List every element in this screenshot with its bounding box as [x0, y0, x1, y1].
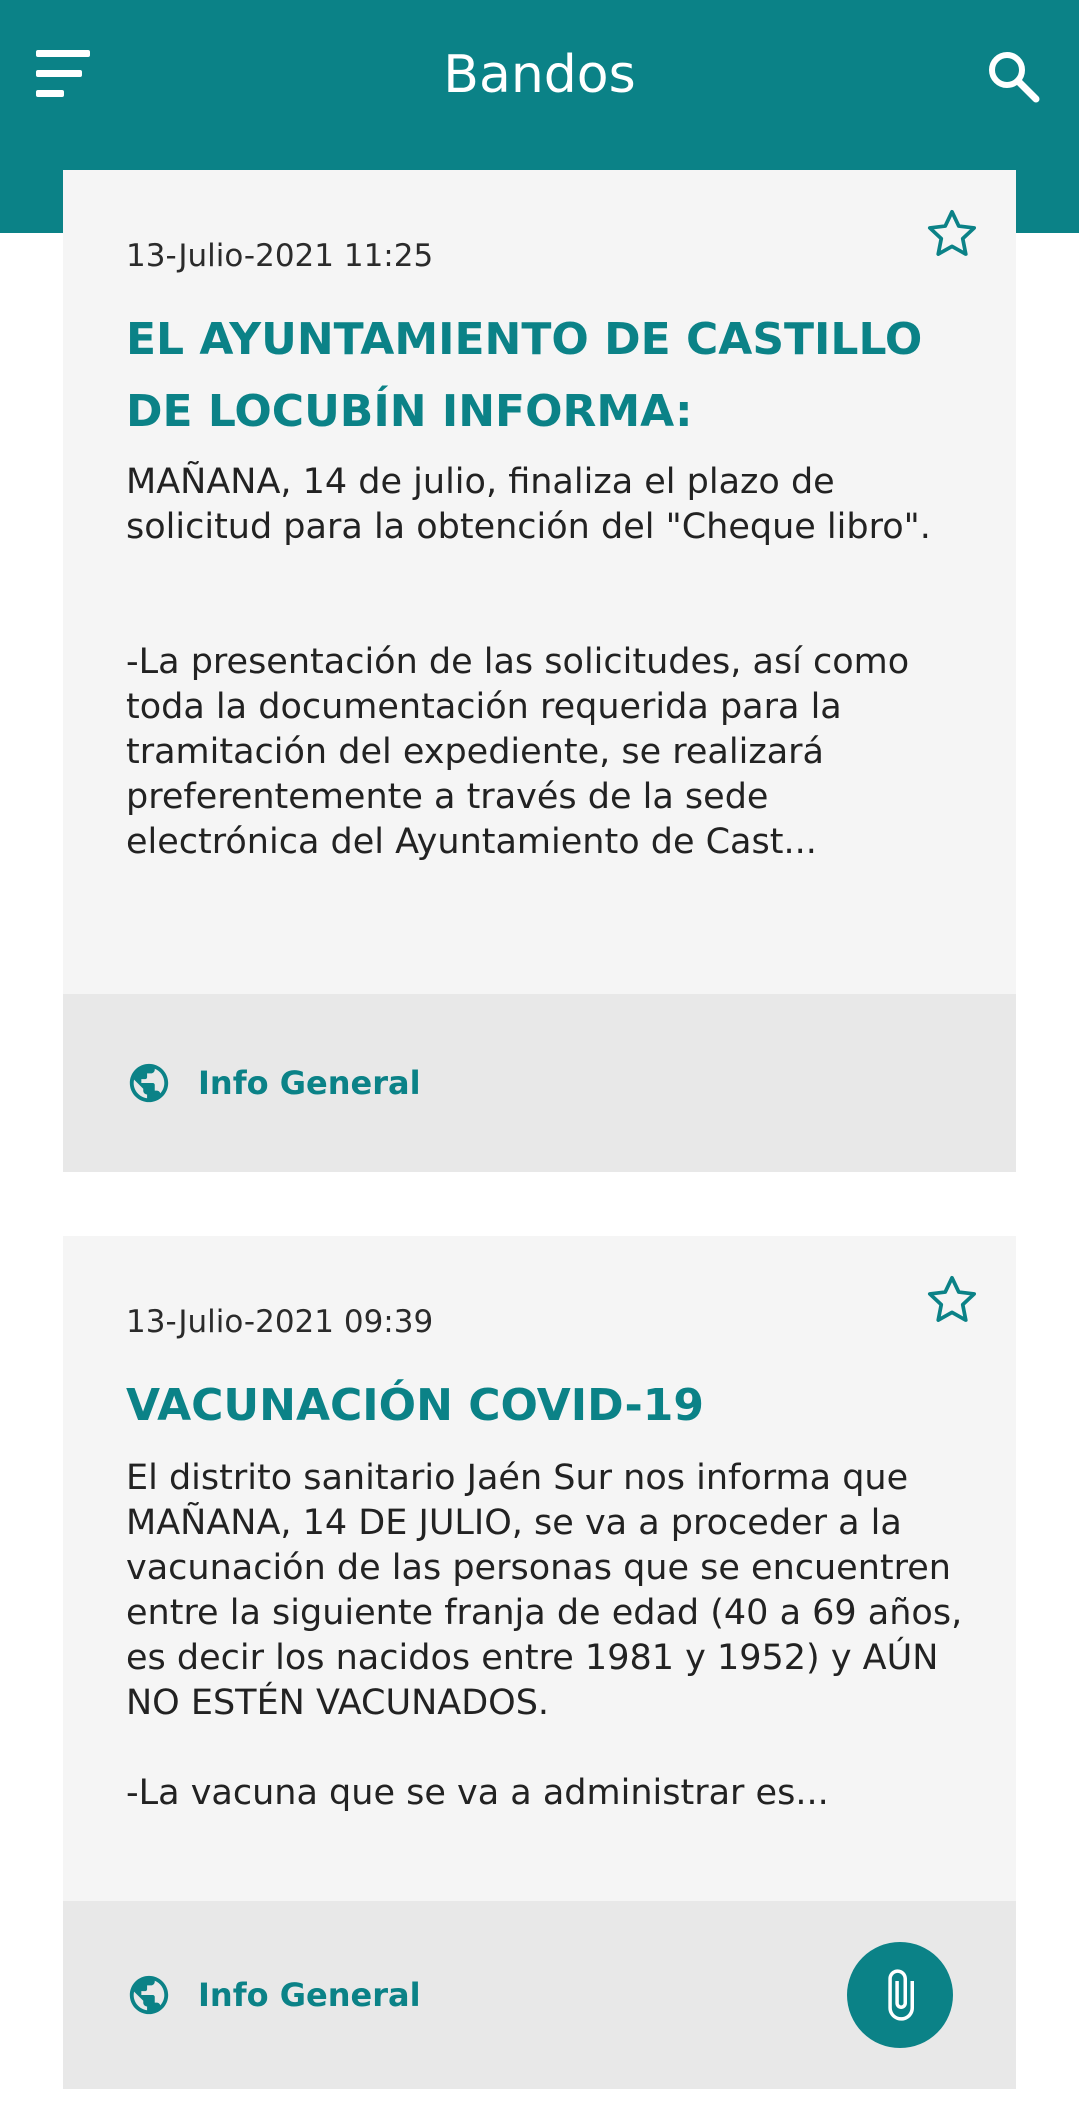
page-title: Bandos	[443, 45, 636, 105]
globe-icon	[126, 1060, 172, 1106]
search-icon[interactable]	[983, 46, 1043, 106]
category-label: Info General	[198, 1976, 421, 2014]
bando-date: 13-Julio-2021 09:39	[126, 1304, 434, 1340]
paperclip-icon	[872, 1967, 928, 2023]
category-tag[interactable]	[126, 1060, 421, 1106]
bando-card[interactable]	[63, 170, 1016, 1172]
star-outline-icon[interactable]	[924, 206, 980, 262]
bando-title: EL AYUNTAMIENTO DE CASTILLO DE LOCUBÍN INFORMA:	[126, 314, 923, 437]
card-footer	[63, 994, 1016, 1172]
card-footer	[63, 1901, 1016, 2089]
bando-body: MAÑANA, 14 de julio, finaliza el plazo de solicitud para la obtención del "Cheque libro". -La presentación de las solicitudes, así como toda la documentación requerida para la tramitación del expediente, se realizará preferentemente a través de la sede electrónica del Ayuntamiento de Cast...	[126, 462, 931, 862]
bando-body: El distrito sanitario Jaén Sur nos informa que MAÑANA, 14 DE JULIO, se va a proceder a la vacunación de las personas que se encuentren entre la siguiente franja de edad (40 a 69 años, es decir los nacidos entre 1981 y 1952) y AÚN NO ESTÉN VACUNADOS. -La vacuna que se va a administrar es...	[126, 1458, 963, 1813]
star-outline-icon[interactable]	[924, 1272, 980, 1328]
globe-icon	[126, 1972, 172, 2018]
attachment-button[interactable]	[847, 1942, 953, 2048]
category-tag[interactable]	[126, 1972, 421, 2018]
bando-title: VACUNACIÓN COVID-19	[126, 1380, 704, 1431]
bando-date: 13-Julio-2021 11:25	[126, 238, 434, 274]
category-label: Info General	[198, 1064, 421, 1102]
bando-card[interactable]	[63, 1236, 1016, 2089]
